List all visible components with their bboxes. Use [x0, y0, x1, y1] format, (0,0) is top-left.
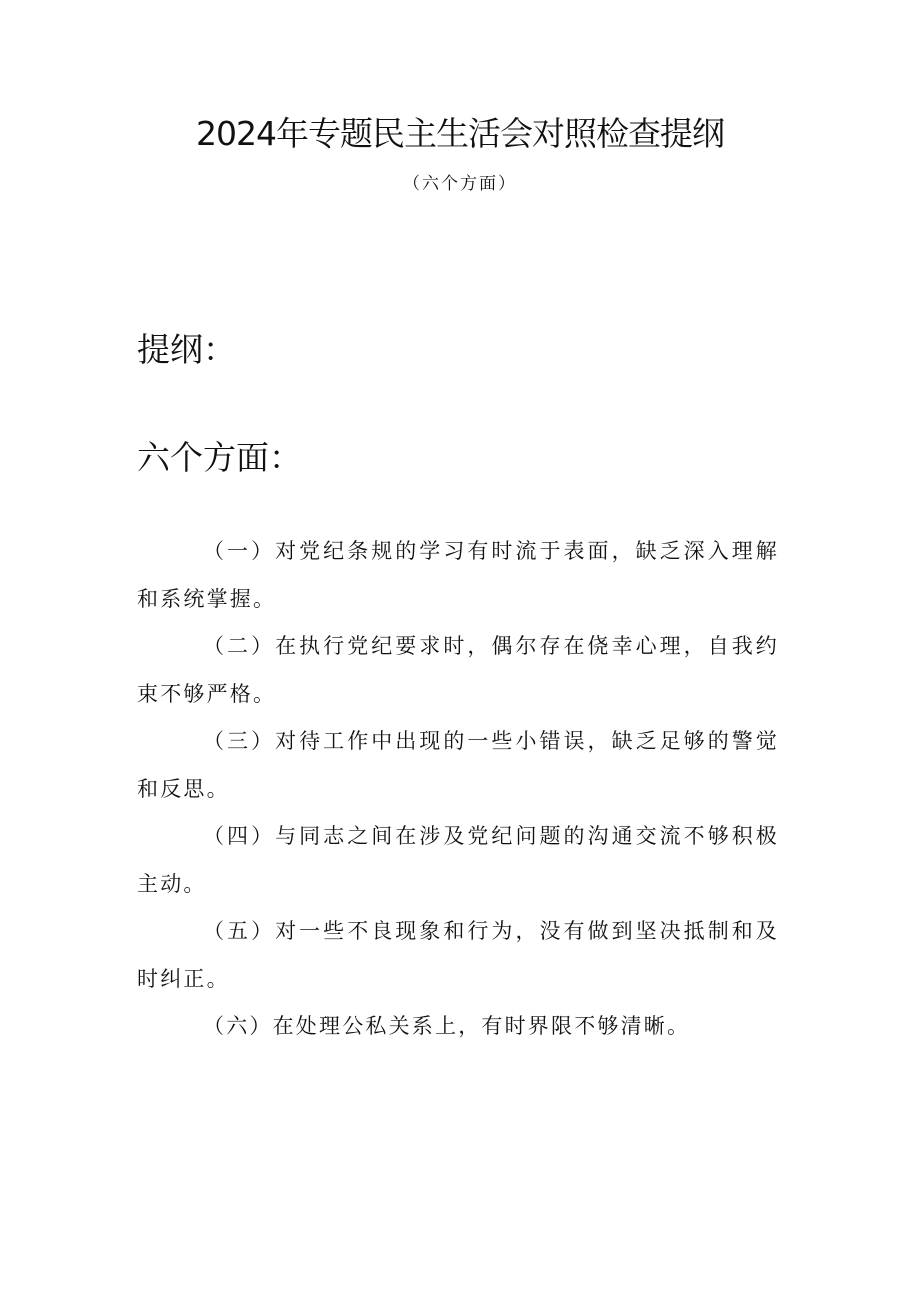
- aspect-item-6: （六）在处理公私关系上，有时界限不够清晰。: [203, 1014, 691, 1038]
- aspect-item-3: （三）对待工作中出现的一些小错误，缺乏足够的警觉和反思。: [137, 729, 779, 801]
- section-heading-six-aspects: 六个方面：: [137, 438, 302, 477]
- aspect-item-2: （二）在执行党纪要求时，偶尔存在侥幸心理，自我约束不够严格。: [137, 634, 779, 706]
- document-subtitle: （六个方面）: [403, 174, 517, 194]
- aspect-list: [137, 528, 779, 1051]
- aspect-item-1: （一）对党纪条规的学习有时流于表面，缺乏深入理解和系统掌握。: [137, 539, 779, 611]
- document-title: 2024年专题民主生活会对照检查提纲: [196, 114, 724, 153]
- section-heading-outline: 提纲：: [137, 330, 236, 369]
- aspect-item-5: （五）对一些不良现象和行为，没有做到坚决抵制和及时纠正。: [137, 919, 779, 991]
- aspect-item-4: （四）与同志之间在涉及党纪问题的沟通交流不够积极主动。: [137, 824, 779, 896]
